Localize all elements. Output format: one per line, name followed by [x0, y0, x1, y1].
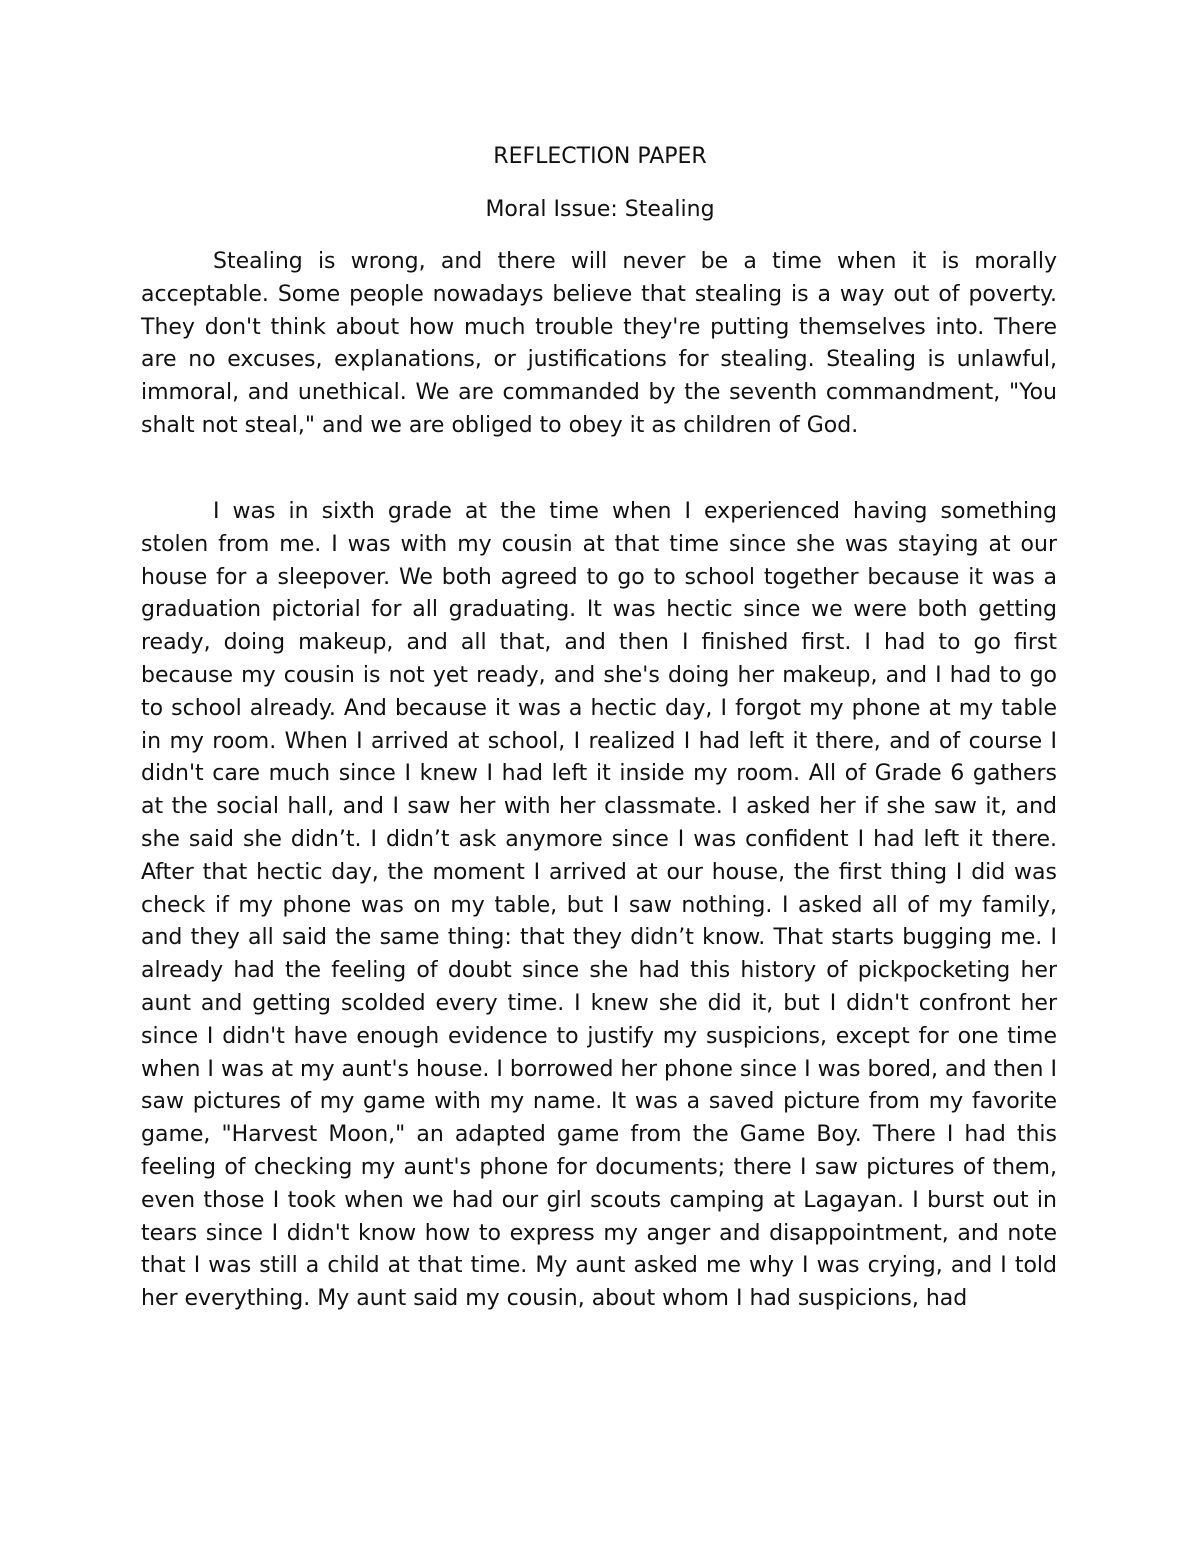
page-subtitle: Moral Issue: Stealing	[485, 197, 715, 222]
body-paragraph-2: I was in sixth grade at the time when I experienced having something stolen from me. I was with my cousin at that time since she was staying at our house for a sleepover. We both agreed to go to school together because it was a graduation pictorial for all graduating. It was hectic since we were both getting ready, doing makeup, and all that, and then I finished first. I had to go first because my cousin is not yet ready, and she's doing her makeup, and I had to go to school already. And because it was a hectic day, I forgot my phone at my table in my room. When I arrived at school, I realized I had left it there, and of course I didn't care much since I knew I had left it inside my room. All of Grade 6 gathers at the social hall, and I saw her with her classmate. I asked her if she saw it, and she said she didn’t. I didn’t ask anymore since I was confident I had left it there. After that hectic day, the moment I arrived at our house, the first thing I did was check if my phone was on my table, but I saw nothing. I asked all of my family, and they all said the same thing: that they didn’t know. That starts bugging me. I already had the feeling of doubt since she had this history of pickpocketing her aunt and getting scolded every time. I knew she did it, but I didn't confront her since I didn't have enough evidence to justify my suspicions, except for one time when I was at my aunt's house. I borrowed her phone since I was bored, and then I saw pictures of my game with my name. It was a saved picture from my favorite game, "Harvest Moon," an adapted game from the Game Boy. There I had this feeling of checking my aunt's phone for documents; there I saw pictures of them, even those I took when we had our girl scouts camping at Lagayan. I burst out in tears since I didn't know how to express my anger and disappointment, and note that I was still a child at that time. My aunt asked me why I was crying, and I told her everything. My aunt said my cousin, about whom I had suspicions, had	[141, 499, 1057, 1312]
body-paragraph-1: Stealing is wrong, and there will never be a time when it is morally acceptable. Some people nowadays believe that stealing is a way out of poverty. They don't think about how much trouble they're putting themselves into. There are no excuses, explanations, or justifications for stealing. Stealing is unlawful, immoral, and unethical. We are commanded by the seventh commandment, "You shalt not steal," and we are obliged to obey it as children of God.	[141, 249, 1057, 438]
page-title: REFLECTION PAPER	[493, 144, 707, 169]
